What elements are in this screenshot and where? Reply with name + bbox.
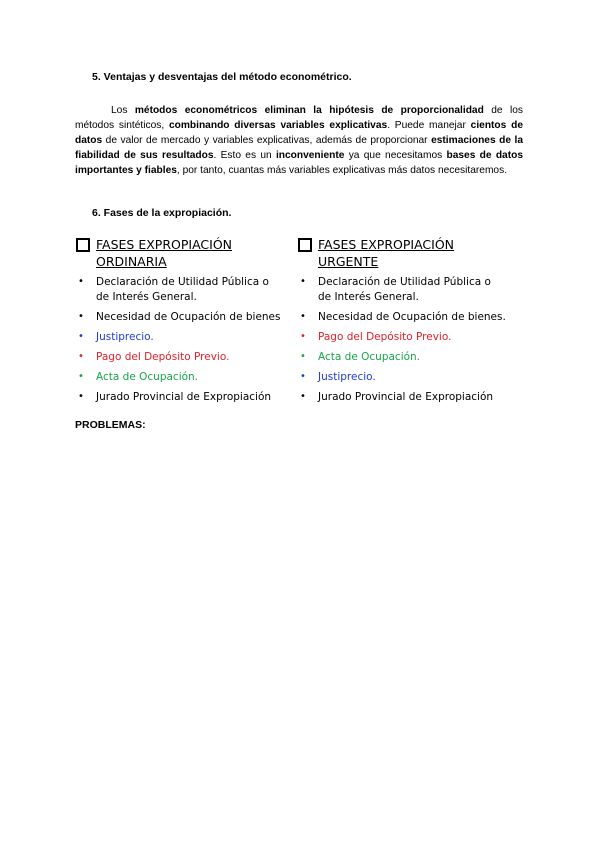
fases-urgente-list (298, 275, 518, 404)
fases-urgente-heading (298, 236, 518, 270)
problemas-heading: PROBLEMAS: (75, 419, 146, 431)
bold-run: inconveniente (275, 150, 345, 162)
phase-text: Jurado Provincial de Expropiación (318, 390, 494, 403)
bullet-icon: • (78, 310, 84, 322)
text-run: de valor de mercado y variables explicativas, además de proporcionar (102, 135, 432, 147)
bullet-icon: • (78, 390, 84, 402)
bold-run: métodos econométricos eliminan la hipótesis de proporcionalidad (134, 105, 484, 117)
phase-item (298, 310, 518, 325)
phase-item (298, 370, 518, 385)
phase-text: Necesidad de Ocupación de bienes. (318, 310, 506, 323)
phase-item (76, 350, 296, 365)
bullet-icon: • (78, 350, 84, 362)
phase-text: Jurado Provincial de Expropiación (96, 390, 272, 403)
phase-item (298, 350, 518, 365)
bullet-icon: • (78, 330, 84, 342)
section-5-paragraph (75, 103, 523, 178)
bold-run: combinando diversas variables explicativas (168, 120, 388, 132)
phase-text-continued: de Interés General. (96, 290, 197, 303)
fases-ordinaria-list (76, 275, 296, 404)
bullet-icon: • (78, 276, 84, 287)
heading-line: URGENTE (318, 254, 379, 269)
bullet-icon: • (300, 370, 306, 382)
checkbox-icon (298, 238, 312, 252)
checkbox-icon (76, 238, 90, 252)
bullet-icon: • (78, 370, 84, 382)
fases-ordinaria-column (76, 236, 296, 410)
heading-line: FASES EXPROPIACIÓN (96, 237, 233, 252)
text-run: . Puede manejar (387, 120, 471, 132)
bullet-icon: • (300, 276, 306, 287)
text-run: . Esto es un (213, 150, 276, 162)
phase-item (76, 390, 296, 405)
phase-item (76, 370, 296, 385)
phase-text: Pago del Depósito Previo. (318, 330, 452, 343)
heading-line: ORDINARIA (96, 254, 167, 269)
section-5-title: 5. Ventajas y desventajas del método econométrico. (92, 71, 352, 83)
fases-urgente-column (298, 236, 518, 410)
phase-text: Acta de Ocupación. (318, 350, 421, 363)
fases-ordinaria-heading (76, 236, 296, 270)
bullet-icon: • (300, 390, 306, 402)
bold-run: estimaciones de la fiabilidad de sus resultados (75, 135, 523, 162)
heading-line: FASES EXPROPIACIÓN (318, 237, 455, 252)
phase-item (76, 330, 296, 345)
bold-run: cientos de datos (75, 120, 524, 147)
phase-item (298, 330, 518, 345)
section-6-title: 6. Fases de la expropiación. (92, 207, 232, 219)
phase-text-continued: de Interés General. (318, 290, 419, 303)
text-run: ya que necesitamos (344, 150, 447, 162)
bullet-icon: • (300, 310, 306, 322)
phase-text: Justiprecio. (96, 330, 154, 343)
bullet-icon: • (300, 350, 306, 362)
phase-item (76, 310, 296, 325)
phase-text: Declaración de Utilidad Pública o (318, 276, 491, 288)
phase-text: Justiprecio. (318, 370, 376, 383)
phase-text: Pago del Depósito Previo. (96, 350, 230, 363)
bold-run: bases de datos importantes y fiables (75, 150, 523, 177)
phase-text: Declaración de Utilidad Pública o (96, 276, 269, 288)
text-run: , por tanto, cuantas más variables explicativas más datos necesitaremos. (176, 165, 508, 177)
text-run: Los (111, 105, 135, 117)
phase-text: Necesidad de Ocupación de bienes (96, 310, 281, 323)
bullet-icon: • (300, 330, 306, 342)
phase-item (298, 275, 518, 304)
phase-text: Acta de Ocupación. (96, 370, 199, 383)
phase-item (76, 275, 296, 304)
phase-item (298, 390, 518, 405)
text-run: de los métodos sintéticos, (75, 105, 523, 132)
